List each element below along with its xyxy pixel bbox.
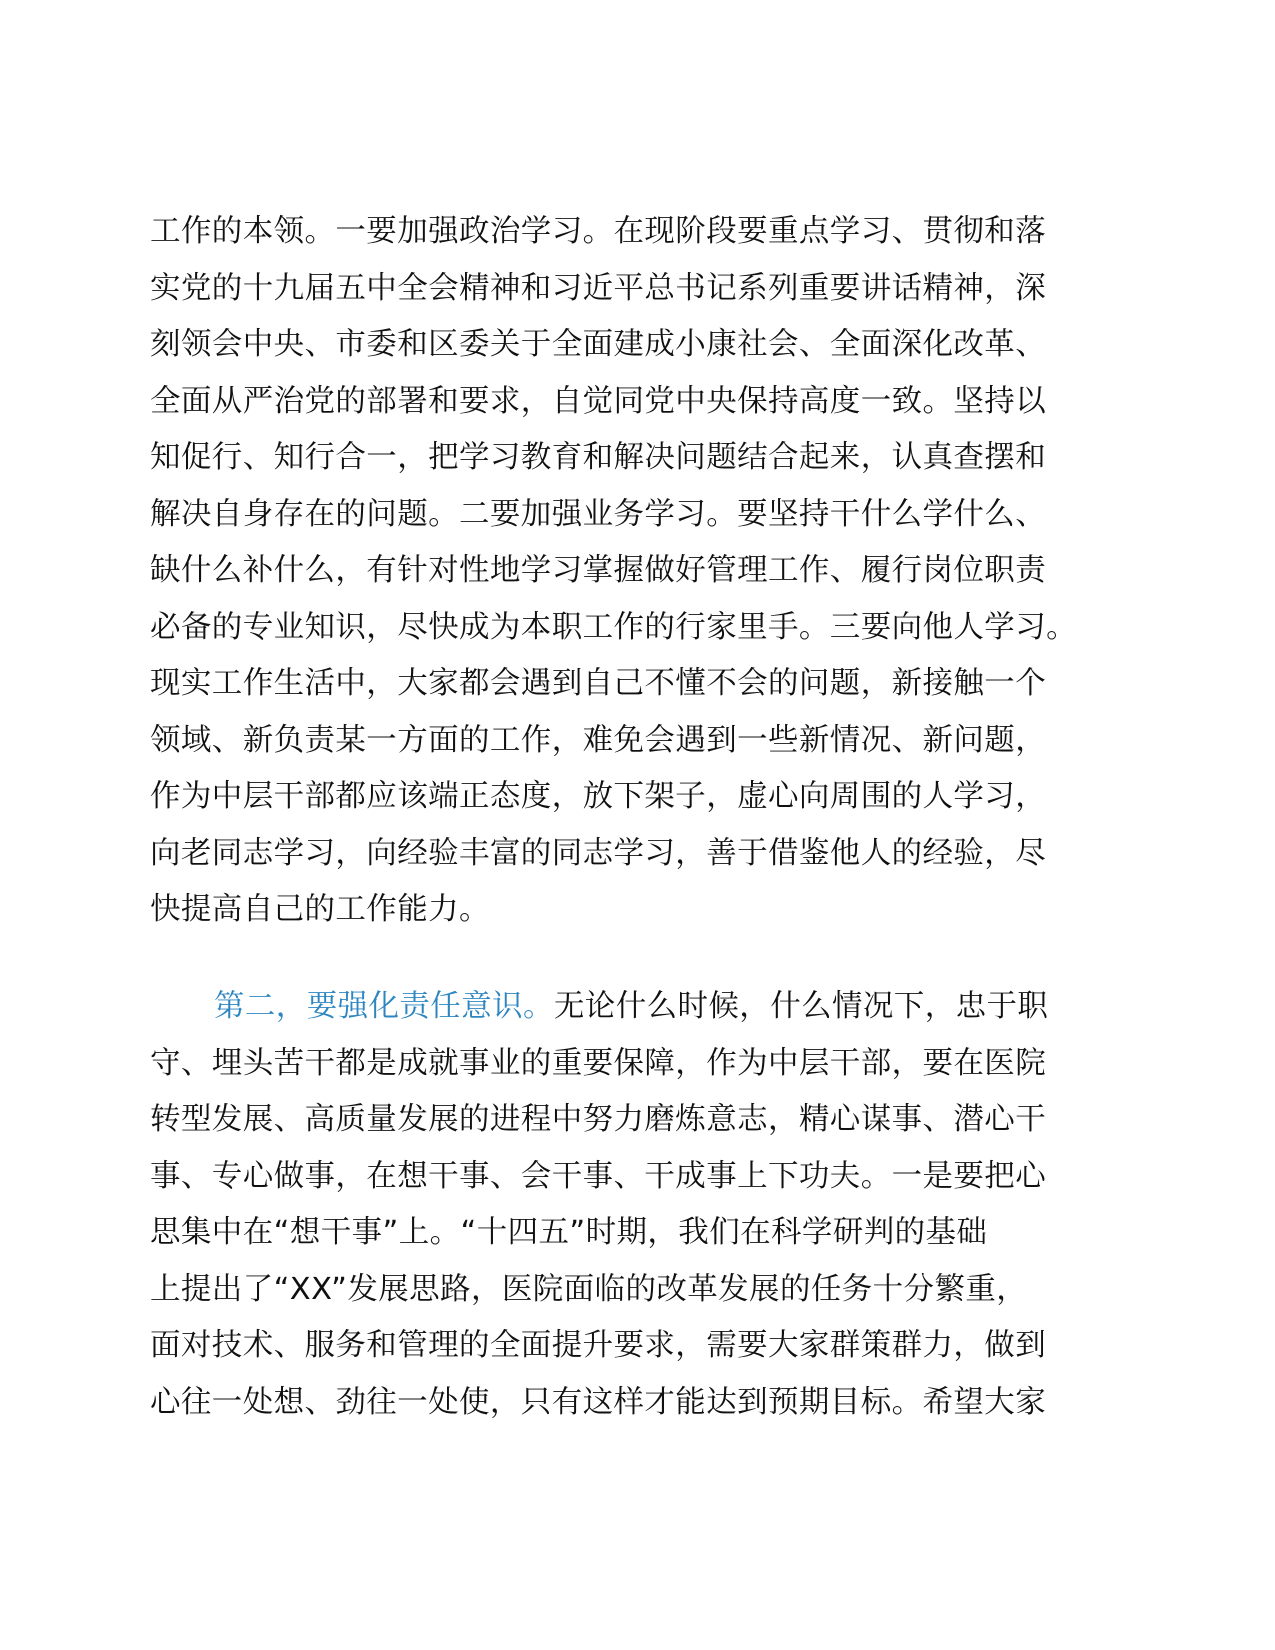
text-line: 全面从严治党的部署和要求，自觉同党中央保持高度一致。坚持以 [150, 383, 1047, 419]
text-line: 现实工作生活中，大家都会遇到自己不懂不会的问题，新接触一个 [150, 666, 1047, 701]
text-line: 面对技术、服务和管理的全面提升要求，需要大家群策群力，做到 [150, 1328, 1047, 1363]
text-line: 事、专心做事，在想干事、会干事、干成事上下功夫。一是要把心 [150, 1158, 1047, 1194]
text-line: 必备的专业知识，尽快成为本职工作的行家里手。三要向他人学习。 [150, 609, 1077, 645]
text-line: 领域、新负责某一方面的工作，难免会遇到一些新情况、新问题， [150, 722, 1047, 758]
text-line: 向老同志学习，向经验丰富的同志学习，善于借鉴他人的经验，尽 [150, 835, 1047, 871]
text-line: 作为中层干部都应该端正态度，放下架子，虚心向周围的人学习， [150, 779, 1047, 814]
paragraph-first-line [150, 979, 1125, 1036]
text-line: 缺什么补什么，有针对性地学习掌握做好管理工作、履行岗位职责 [150, 553, 1047, 588]
text-line: 守、埋头苦干都是成就事业的重要保障，作为中层干部，要在医院 [150, 1045, 1047, 1081]
text-line: 解决自身存在的问题。二要加强业务学习。要坚持干什么学什么、 [150, 496, 1047, 532]
body-paragraph-1 [150, 204, 1125, 939]
text-line: 实党的十九届五中全会精神和习近平总书记系列重要讲话精神，深 [150, 270, 1047, 306]
text-line: 知促行、知行合一，把学习教育和解决问题结合起来，认真查摆和 [150, 440, 1047, 475]
text-line: 转型发展、高质量发展的进程中努力磨炼意志，精心谋事、潜心干 [150, 1102, 1047, 1137]
text-line: 上提出了“XX”发展思路，医院面临的改革发展的任务十分繁重， [150, 1271, 1028, 1307]
text-line: 思集中在“想干事”上。“十四五”时期，我们在科学研判的基础 [150, 1215, 988, 1250]
text-line: 工作的本领。一要加强政治学习。在现阶段要重点学习、贯彻和落 [150, 214, 1047, 249]
body-paragraph-2 [150, 979, 1125, 1431]
section-heading: 第二，要强化责任意识。 [214, 989, 554, 1024]
text-line: 刻领会中央、市委和区委关于全面建成小康社会、全面深化改革、 [150, 327, 1047, 362]
text-line: 快提高自己的工作能力。 [150, 892, 490, 927]
text-run: 无论什么时候，什么情况下，忠于职 [553, 989, 1049, 1024]
text-line: 心往一处想、劲往一处使，只有这样才能达到预期目标。希望大家 [150, 1384, 1047, 1420]
